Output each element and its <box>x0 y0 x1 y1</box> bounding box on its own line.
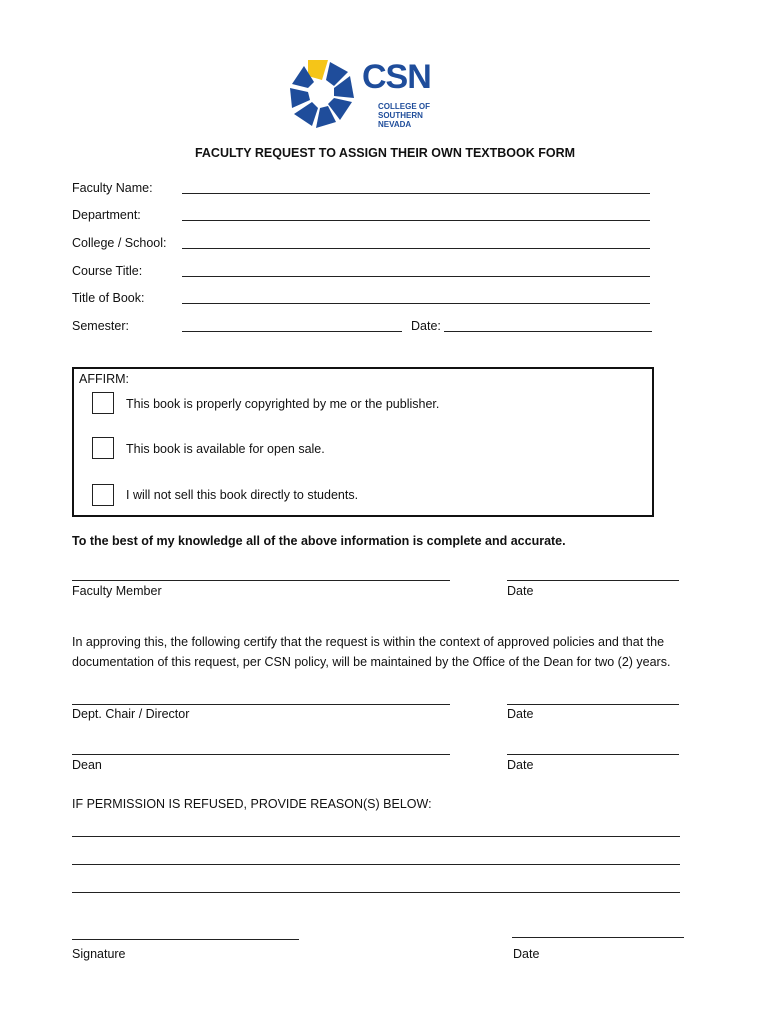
logo-line-2: SOUTHERN NEVADA <box>378 111 423 129</box>
department-label: Department: <box>72 208 141 222</box>
logo-brand: CSN <box>362 58 431 96</box>
signature-label: Signature <box>72 947 126 961</box>
affirm-checkbox-1[interactable] <box>92 392 114 414</box>
dept-chair-date-line[interactable] <box>507 704 679 705</box>
faculty-member-date-line[interactable] <box>507 580 679 581</box>
date-label: Date: <box>411 319 441 333</box>
affirm-checkbox-2[interactable] <box>92 437 114 459</box>
title-of-book-label: Title of Book: <box>72 291 145 305</box>
dept-chair-date-label: Date <box>507 707 534 721</box>
dean-date-line[interactable] <box>507 754 679 755</box>
dept-chair-signature-line[interactable] <box>72 704 450 705</box>
refusal-heading: IF PERMISSION IS REFUSED, PROVIDE REASON(S) BELOW: <box>72 797 432 811</box>
dean-date-label: Date <box>507 758 534 772</box>
faculty-name-label: Faculty Name: <box>72 181 153 195</box>
refusal-reason-line-3[interactable] <box>72 892 680 893</box>
affirm-box <box>72 367 654 517</box>
title-of-book-line[interactable] <box>182 303 650 304</box>
semester-label: Semester: <box>72 319 129 333</box>
refusal-signature-line[interactable] <box>72 939 299 940</box>
form-title: FACULTY REQUEST TO ASSIGN THEIR OWN TEXTBOOK FORM <box>194 146 576 160</box>
course-title-line[interactable] <box>182 276 650 277</box>
course-title-label: Course Title: <box>72 264 143 278</box>
affirm-heading: AFFIRM: <box>79 372 129 386</box>
faculty-member-label: Faculty Member <box>72 584 162 598</box>
faculty-member-date-label: Date <box>507 584 534 598</box>
faculty-name-line[interactable] <box>182 193 650 194</box>
star-icon <box>288 56 362 132</box>
refusal-date-line[interactable] <box>512 937 684 938</box>
department-line[interactable] <box>182 220 650 221</box>
logo-line-1: COLLEGE OF <box>378 102 430 111</box>
refusal-reason-line-2[interactable] <box>72 864 680 865</box>
accuracy-statement: To the best of my knowledge all of the above information is complete and accurate. <box>72 534 566 548</box>
approval-text: In approving this, the following certify that the request is within the context of approved policies and that the documentation of this request, per CSN policy, will be maintained by the Office of the Dean for two (2) years. <box>72 635 671 669</box>
refusal-reason-line-1[interactable] <box>72 836 680 837</box>
semester-line[interactable] <box>182 331 402 332</box>
affirm-item-2: This book is available for open sale. <box>126 442 325 456</box>
college-school-label: College / School: <box>72 236 167 250</box>
college-school-line[interactable] <box>182 248 650 249</box>
semester-date-line[interactable] <box>444 331 652 332</box>
affirm-item-1: This book is properly copyrighted by me or the publisher. <box>126 397 440 411</box>
refusal-date-label: Date <box>513 947 540 961</box>
dean-signature-line[interactable] <box>72 754 450 755</box>
dean-label: Dean <box>72 758 102 772</box>
affirm-checkbox-3[interactable] <box>92 484 114 506</box>
affirm-item-3: I will not sell this book directly to students. <box>126 488 359 502</box>
faculty-member-signature-line[interactable] <box>72 580 450 581</box>
dept-chair-label: Dept. Chair / Director <box>72 707 190 721</box>
csn-logo <box>288 56 448 132</box>
